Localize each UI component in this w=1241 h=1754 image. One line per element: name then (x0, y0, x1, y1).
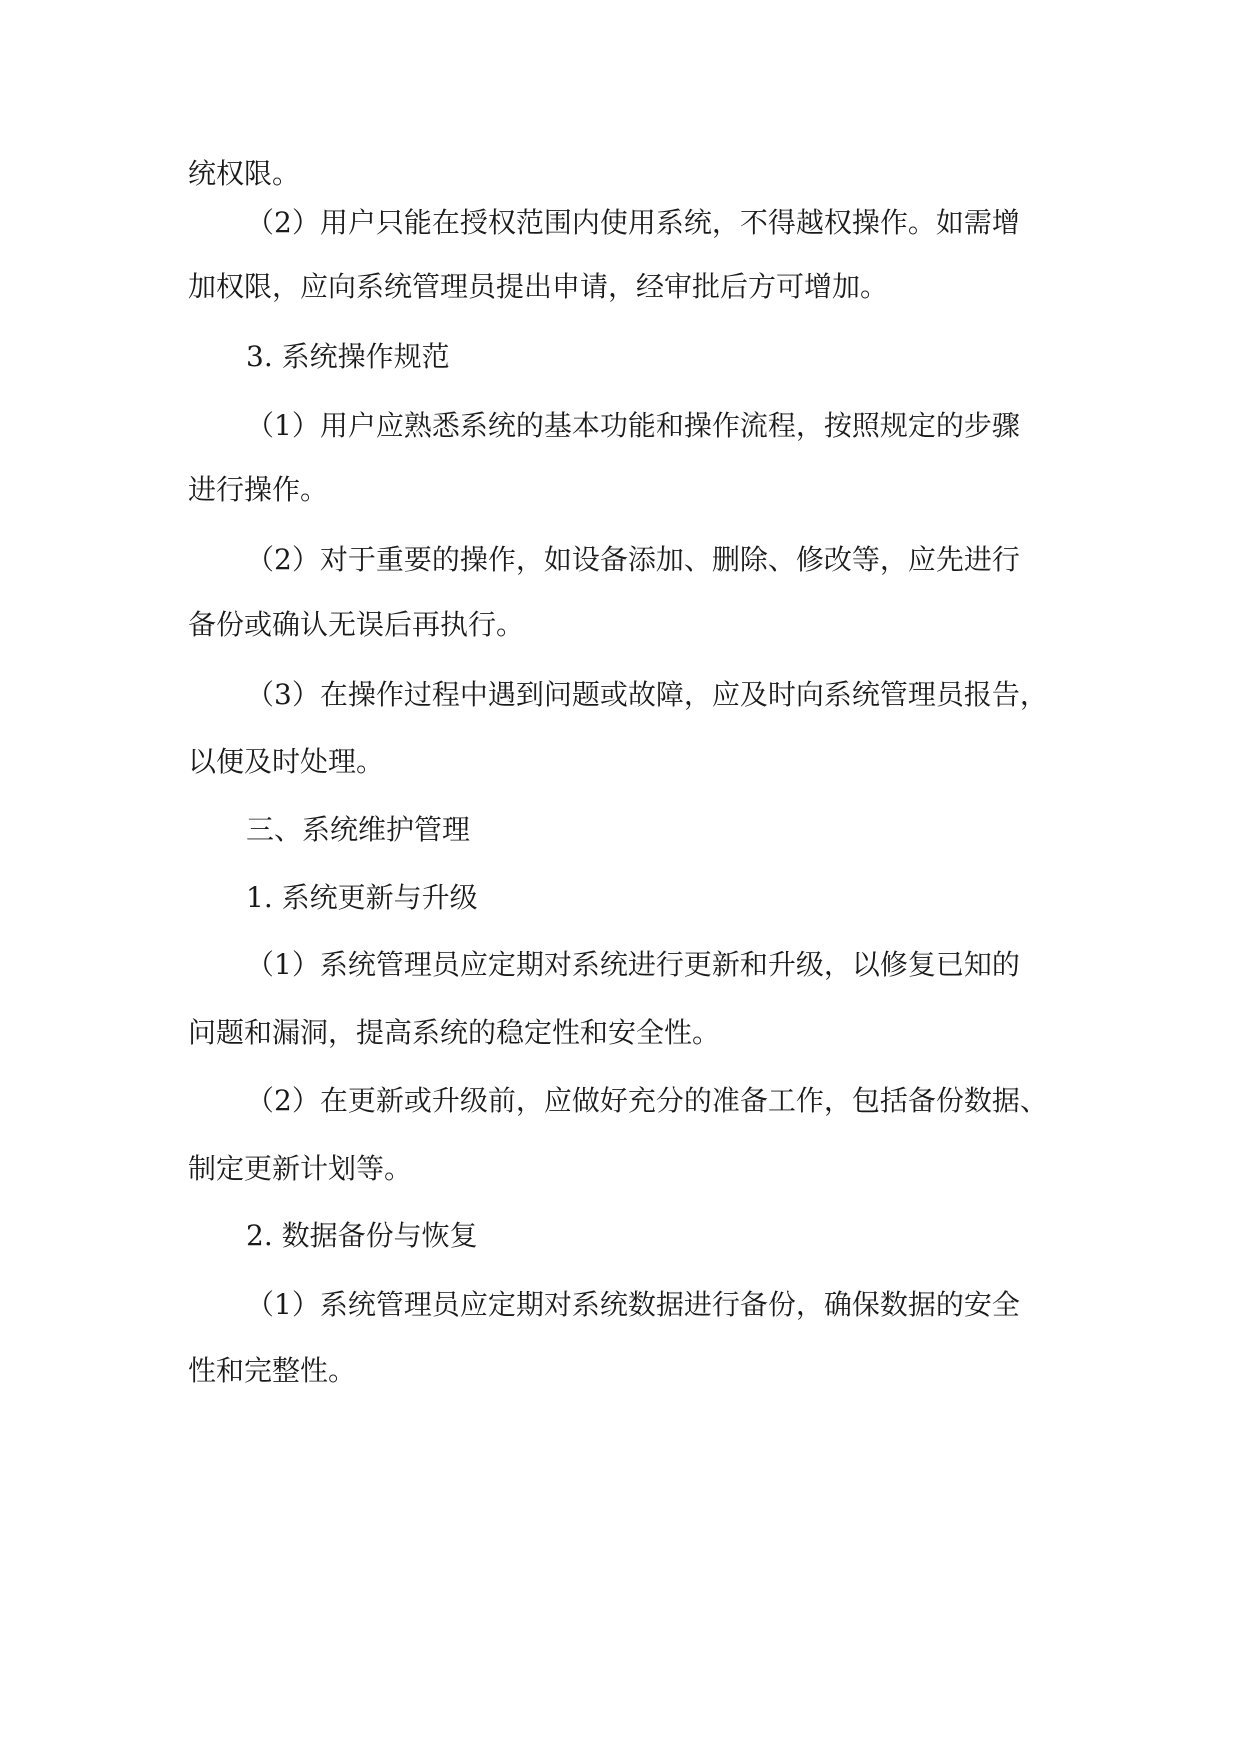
paragraph-line: 性和完整性。 (188, 1354, 357, 1387)
paragraph-line: （1）系统管理员应定期对系统进行更新和升级，以修复已知的 (246, 948, 1020, 981)
paragraph-line: （1）用户应熟悉系统的基本功能和操作流程，按照规定的步骤 (246, 409, 1020, 442)
paragraph-line: （2）在更新或升级前，应做好充分的准备工作，包括备份数据、 (246, 1084, 1048, 1117)
paragraph-line: （3）在操作过程中遇到问题或故障，应及时向系统管理员报告， (246, 678, 1048, 711)
section-heading: 1. 系统更新与升级 (246, 881, 478, 914)
paragraph-line: 加权限，应向系统管理员提出申请，经审批后方可增加。 (188, 270, 889, 303)
section-heading: 2. 数据备份与恢复 (246, 1219, 478, 1252)
paragraph-line: 备份或确认无误后再执行。 (188, 608, 525, 641)
paragraph-line: （2）对于重要的操作，如设备添加、删除、修改等，应先进行 (246, 543, 1020, 576)
paragraph-line: （2）用户只能在授权范围内使用系统，不得越权操作。如需增 (246, 206, 1020, 239)
chapter-heading: 三、系统维护管理 (246, 813, 471, 846)
paragraph-line: 统权限。 (188, 157, 301, 190)
paragraph-line: 制定更新计划等。 (188, 1152, 413, 1185)
paragraph-line: 进行操作。 (188, 473, 329, 506)
paragraph-line: 问题和漏洞，提高系统的稳定性和安全性。 (188, 1016, 721, 1049)
paragraph-line: 以便及时处理。 (188, 745, 385, 778)
section-heading: 3. 系统操作规范 (246, 340, 450, 373)
paragraph-line: （1）系统管理员应定期对系统数据进行备份，确保数据的安全 (246, 1288, 1020, 1321)
